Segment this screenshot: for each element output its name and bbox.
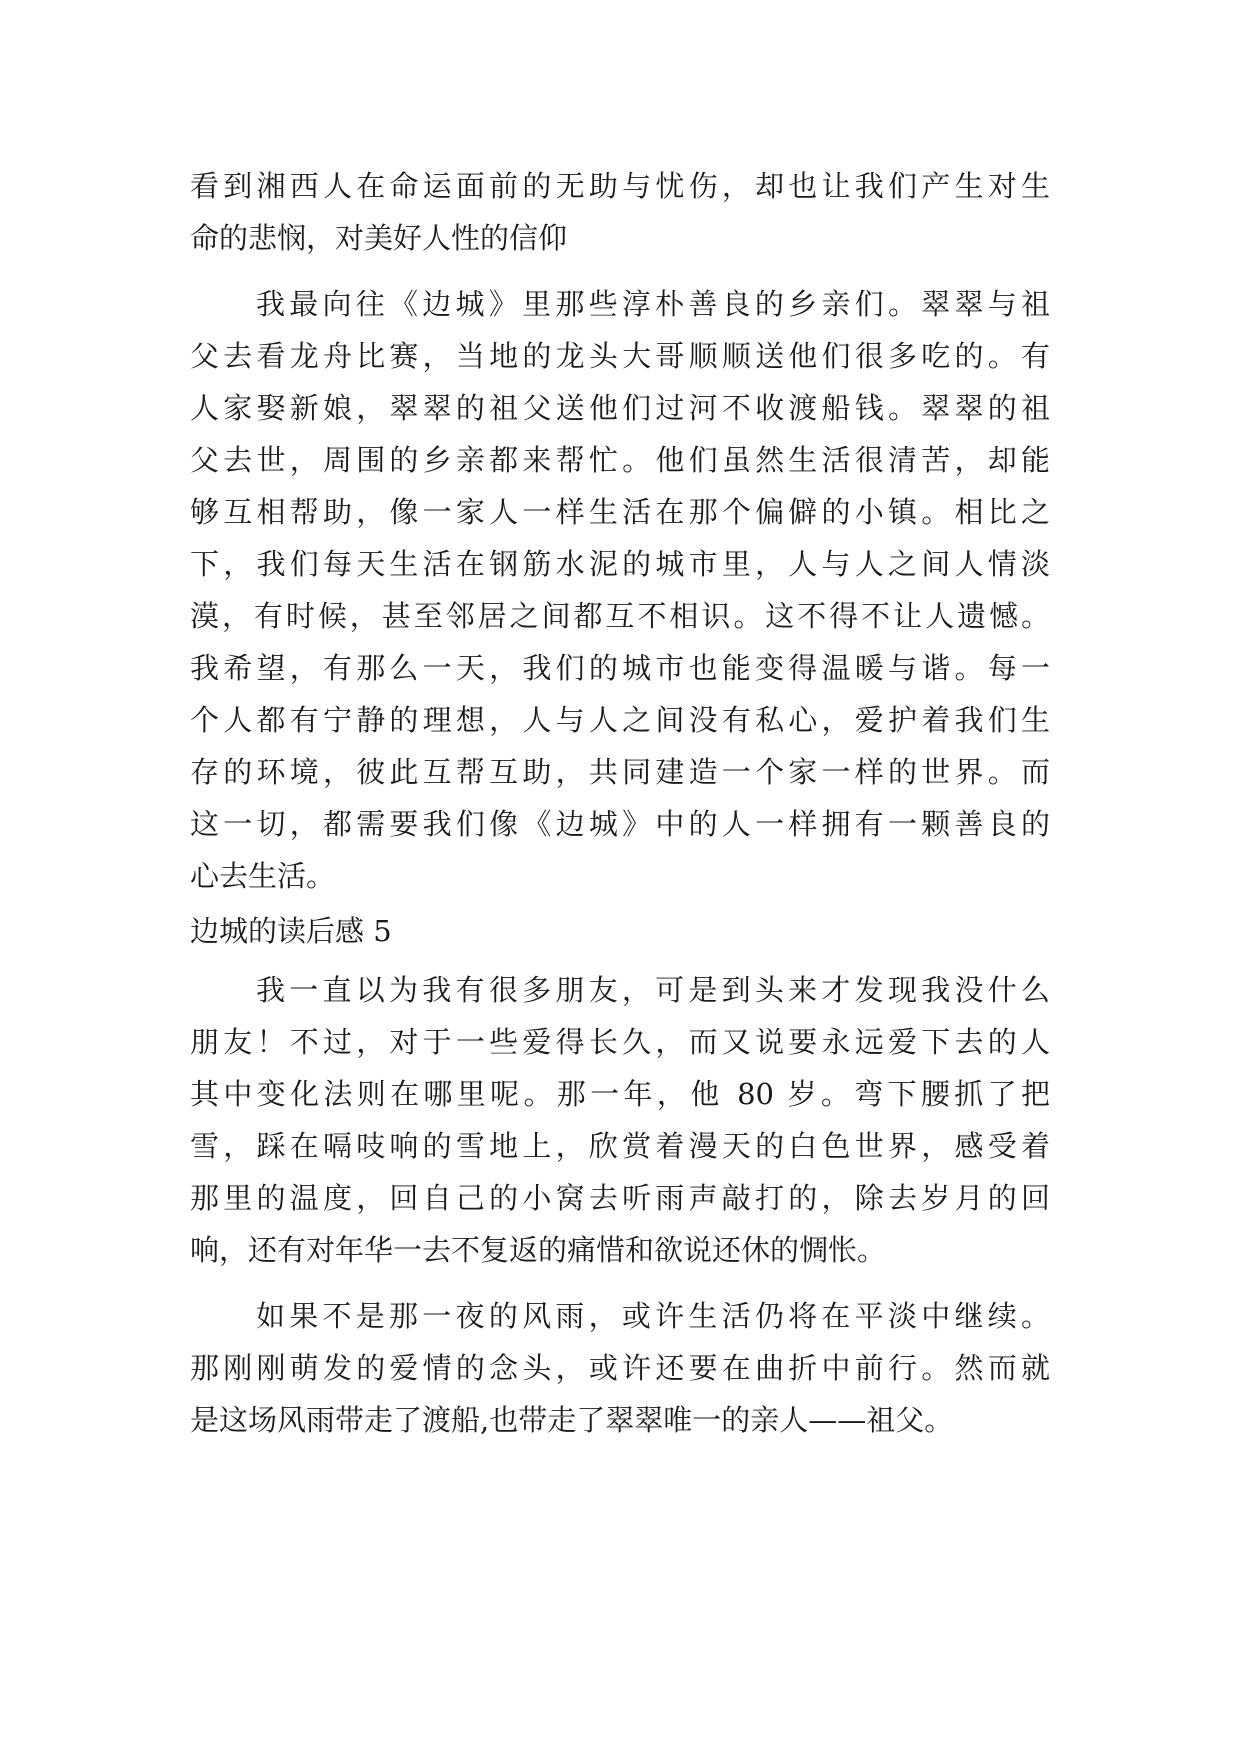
text-line: 雪，踩在嗝吱响的雪地上，欣赏着漫天的白色世界，感受着 — [190, 1129, 1050, 1163]
text-line: 父去世，周围的乡亲都来帮忙。他们虽然生活很清苦，却能 — [190, 443, 1050, 477]
text-line: 我最向往《边城》里那些淳朴善良的乡亲们。翠翠与祖 — [256, 287, 1050, 321]
text-line: 够互相帮助，像一家人一样生活在那个偏僻的小镇。相比之 — [190, 495, 1050, 529]
paragraph — [190, 964, 1050, 1276]
text-line: 是这场风雨带走了渡船,也带走了翠翠唯一的亲人——祖父。 — [190, 1403, 954, 1437]
text-line: 朋友！不过，对于一些爱得长久，而又说要永远爱下去的人 — [190, 1025, 1050, 1059]
text-line: 我希望，有那么一天，我们的城市也能变得温暖与谐。每一 — [190, 651, 1050, 685]
text-line: 如果不是那一夜的风雨，或许生活仍将在平淡中继续。 — [256, 1299, 1050, 1333]
text-line: 心去生活。 — [190, 859, 336, 893]
paragraph — [190, 1290, 1050, 1446]
text-line: 下，我们每天生活在钢筋水泥的城市里，人与人之间人情淡 — [190, 547, 1050, 581]
text-line: 其中变化法则在哪里呢。那一年，他 80 岁。弯下腰抓了把 — [190, 1077, 1050, 1111]
text-line: 漠，有时候，甚至邻居之间都互不相识。这不得不让人遗憾。 — [190, 599, 1050, 633]
paragraph — [190, 160, 1050, 264]
text-line: 响，还有对年华一去不复返的痛惜和欲说还休的惆怅。 — [190, 1233, 887, 1267]
text-line: 看到湘西人在命运面前的无助与忧伤，却也让我们产生对生 — [190, 169, 1050, 203]
text-line: 存的环境，彼此互帮互助，共同建造一个家一样的世界。而 — [190, 755, 1050, 789]
section-heading: 边城的读后感 5 — [190, 914, 392, 948]
text-line: 父去看龙舟比赛，当地的龙头大哥顺顺送他们很多吃的。有 — [190, 339, 1050, 373]
text-line: 那里的温度，回自己的小窝去听雨声敲打的，除去岁月的回 — [190, 1181, 1050, 1215]
text-line: 人家娶新娘，翠翠的祖父送他们过河不收渡船钱。翠翠的祖 — [190, 391, 1050, 425]
text-line: 命的悲悯，对美好人性的信仰 — [190, 221, 568, 255]
text-line: 这一切，都需要我们像《边城》中的人一样拥有一颗善良的 — [190, 807, 1050, 841]
text-line: 我一直以为我有很多朋友，可是到头来才发现我没什么 — [256, 973, 1050, 1007]
text-line: 那刚刚萌发的爱情的念头，或许还要在曲折中前行。然而就 — [190, 1351, 1050, 1385]
document-body — [190, 160, 1050, 1446]
paragraph — [190, 278, 1050, 902]
text-line: 个人都有宁静的理想，人与人之间没有私心，爱护着我们生 — [190, 703, 1050, 737]
